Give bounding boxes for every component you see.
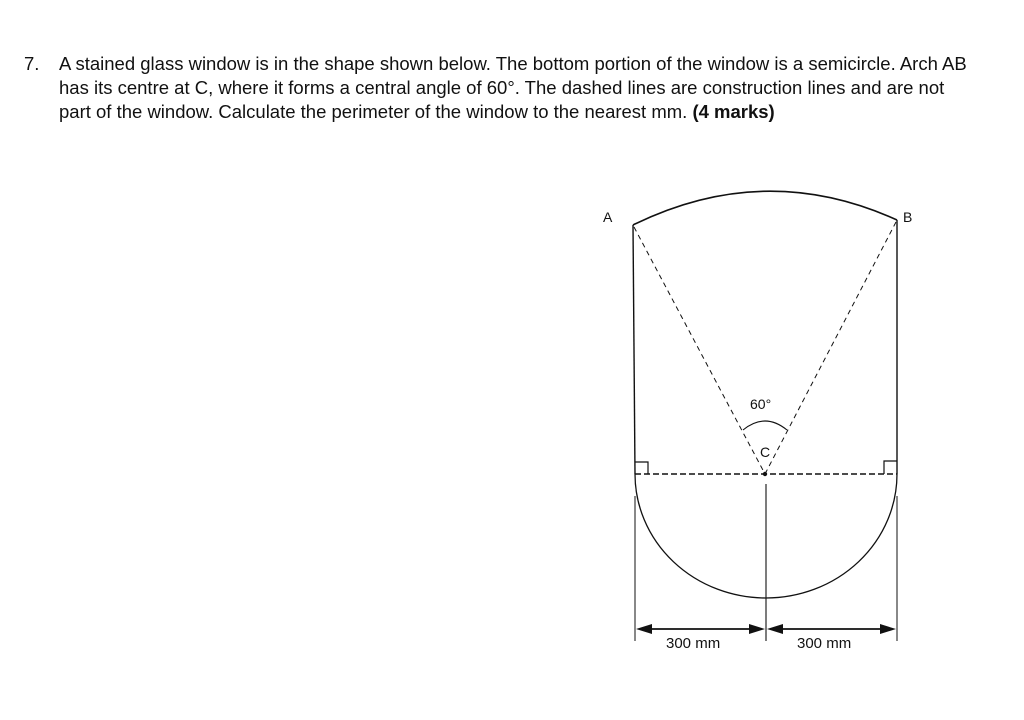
right-angle-mark-left: [635, 462, 648, 474]
label-b: B: [903, 209, 913, 225]
angle-arc: [743, 421, 787, 430]
arch-ab: [633, 191, 897, 225]
construction-line-bc: [765, 222, 896, 474]
label-a: A: [603, 209, 613, 225]
dimension-arrow-right: [767, 624, 896, 634]
question-marks: (4 marks): [692, 101, 775, 122]
centre-point-c: [763, 472, 767, 476]
right-angle-mark-right: [884, 461, 897, 474]
left-side: [633, 225, 635, 474]
label-c: C: [760, 444, 771, 460]
question-body: A stained glass window is in the shape shown below. The bottom portion of the window is a semicircle. Arch AB has its centre at C, where it forms a central angle of 60°. The dashed lines are construction lines and are not part of the window. Calculate the perimeter of the window to the nearest mm.: [59, 53, 967, 122]
question-number: 7.: [24, 53, 40, 74]
left-width-label: 300 mm: [666, 635, 721, 652]
angle-label: 60°: [750, 396, 772, 412]
right-width-label: 300 mm: [797, 635, 852, 652]
construction-line-ac: [634, 227, 765, 474]
dimension-arrow-left: [636, 624, 765, 634]
